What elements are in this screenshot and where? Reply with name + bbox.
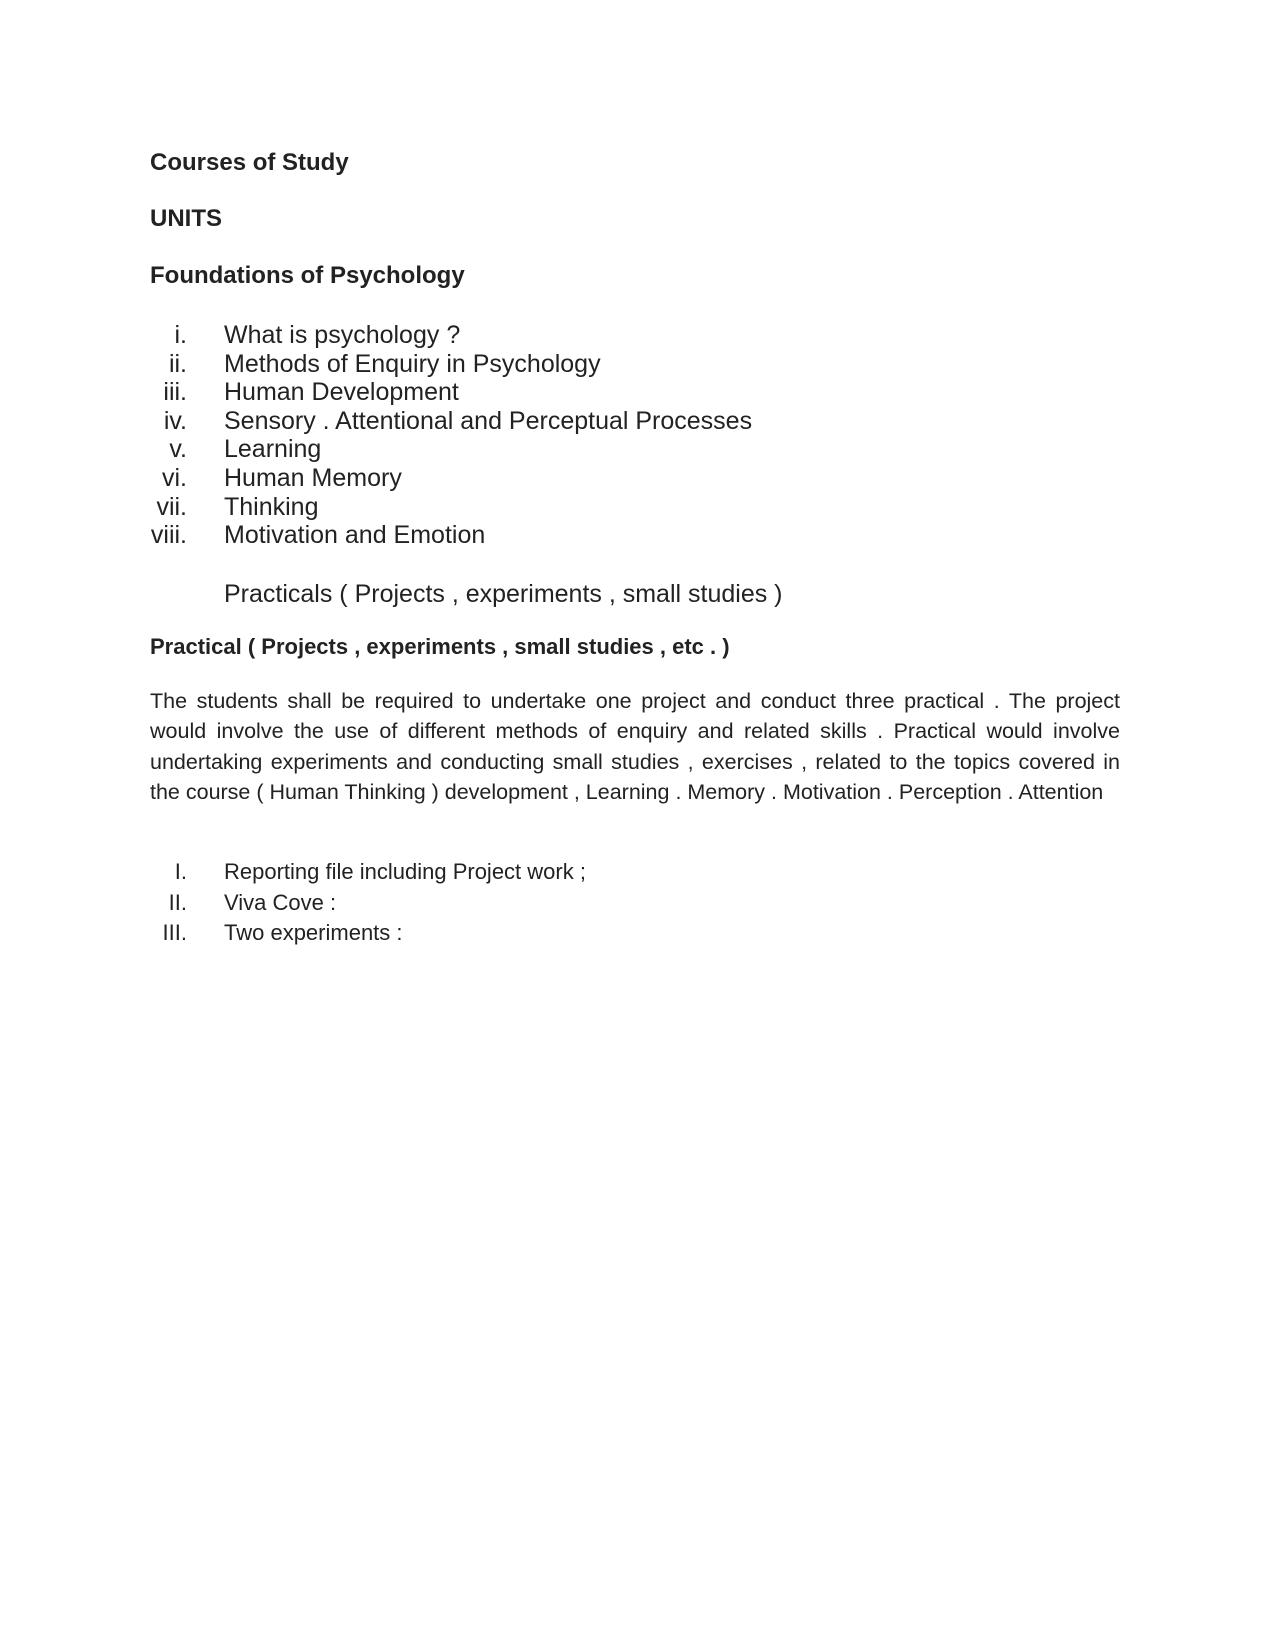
list-item-text: Human Memory (224, 463, 402, 492)
list-item-number: viii. (150, 521, 187, 550)
list-item-number: III. (162, 920, 187, 945)
list-item-text: Methods of Enquiry in Psychology (224, 349, 601, 378)
list-item-text: What is psychology ? (224, 321, 461, 349)
list-item-text: Motivation and Emotion (224, 521, 486, 550)
list-item-text: Learning (224, 435, 322, 464)
list-item-text: Sensory . Attentional and Perceptual Processes (224, 406, 753, 435)
list-item-text: Viva Cove : (224, 889, 337, 915)
list-item-number: ii. (168, 349, 187, 378)
practical-heading: Practical ( Projects , experiments , small studies , etc . ) (150, 634, 730, 659)
list-item-number: I. (174, 859, 187, 884)
list-item-number: iii. (163, 378, 187, 407)
practicals-line: Practicals ( Projects , experiments , small studies ) (224, 580, 783, 608)
list-item-text: Two experiments : (224, 920, 403, 945)
list-item-number: II. (168, 889, 187, 915)
practical-description: The students shall be required to undertake one project and conduct three practical . The project would involve the use of different methods of enquiry and related skills . Practical would involve undertaking experiments and conducting small studies , exercises , related to the topics covered in the course ( Human Thinking ) development , Learning . Memory . Motivation . Perception . Attention (150, 689, 1120, 805)
list-item-number: vi. (162, 463, 187, 492)
document-title: Courses of Study (150, 149, 349, 176)
list-item-number: v. (169, 435, 187, 464)
list-item-text: Human Development (224, 378, 459, 407)
section-heading: Foundations of Psychology (150, 262, 465, 289)
units-heading: UNITS (150, 205, 222, 232)
list-item-number: iv. (163, 406, 187, 435)
list-item-text: Thinking (224, 492, 319, 521)
list-item-text: Reporting file including Project work ; (224, 859, 586, 884)
list-item-number: vii. (156, 492, 187, 521)
list-item-number: i. (174, 321, 187, 349)
